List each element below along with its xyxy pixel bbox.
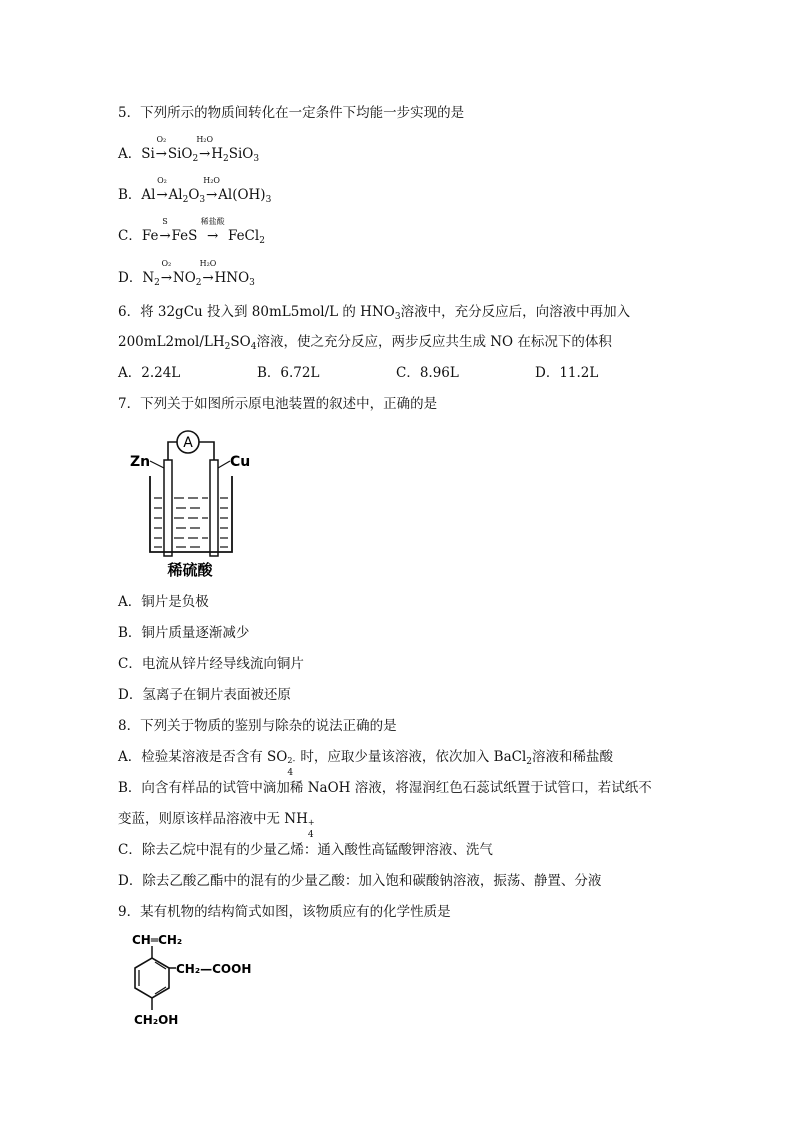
acetic-acid-group-label: CH₂—COOH <box>176 962 252 976</box>
hydroxymethyl-group-label: CH₂OH <box>134 1013 179 1027</box>
q6-option-c: C．8.96L <box>396 365 459 381</box>
zinc-label: Zn <box>130 454 151 470</box>
q7-option-d: D．氢离子在铜片表面被还原 <box>118 687 291 703</box>
ammeter-label: A <box>183 435 193 451</box>
q8-option-b-line-2: 变蓝，则原该样品溶液中无 NH + 4 <box>118 811 315 840</box>
beaker <box>150 476 232 552</box>
structural-formula-diagram <box>118 930 278 1030</box>
q8-option-b-line-1: B．向含有样品的试管中滴加稀 NaOH 溶液，将湿润红色石蕊试纸置于试管口，若试纸不 <box>118 780 652 796</box>
q6-option-b: B．6.72L <box>257 365 320 381</box>
q6-option-d: D．11.2L <box>535 365 599 381</box>
q8-option-a: A．检验某溶液是否含有 SO 2- 4 时，应取少量该溶液，依次加入 BaCl$_2$溶液和稀盐酸 <box>118 749 614 778</box>
q5-option-a: A．Si O₂ →SiO$_2$ H₂O $\to H_2SiO_3$ <box>118 135 260 164</box>
q9-stem: 9．某有机物的结构简式如图，该物质应有的化学性质是 <box>118 904 451 920</box>
reaction-arrow-icon: O₂ → <box>160 259 173 286</box>
q7-option-a: A．铜片是负极 <box>118 594 209 610</box>
q8-option-c: C．除去乙烷中混有的少量乙烯：通入酸性高锰酸钾溶液、洗气 <box>118 842 493 858</box>
solution-caption: 稀硫酸 <box>167 561 213 579</box>
zinc-electrode <box>164 460 172 556</box>
q7-option-c: C．电流从锌片经导线流向铜片 <box>118 656 304 672</box>
q8-stem: 8．下列关于物质的鉴别与除杂的说法正确的是 <box>118 718 397 734</box>
copper-electrode <box>210 460 218 556</box>
q6-line-1: 6．将 32gCu 投入到 80mL5mol/L 的 $HNO_3$溶液中，充分反应后，向溶液中再加入 <box>118 304 631 322</box>
q7-stem: 7．下列关于如图所示原电池装置的叙述中，正确的是 <box>118 396 438 412</box>
reaction-arrow-icon: H₂O → <box>199 259 217 286</box>
q5-option-b: B．Al O₂ $\to Al_2O_3$ H₂O $\to Al(OH)_3$ <box>118 176 272 205</box>
q6-line-2: $200mL2mol/LH_2SO_4$溶液，使之充分反应，两步反应共生成 NO 在标况下的体积 <box>118 334 612 352</box>
q5-stem: 5．下列所示的物质间转化在一定条件下均能一步实现的是 <box>118 105 465 121</box>
q5-option-d: D．$N_2$ O₂ $\to NO_2$ H₂O $\to HNO_3$ <box>118 259 255 288</box>
q6-option-a: A．2.24L <box>118 365 181 381</box>
reaction-arrow-icon: 稀盐酸 → <box>200 217 225 244</box>
galvanic-cell-diagram <box>126 428 256 580</box>
q5-option-c: C．Fe S →FeS 稀盐酸 → FeCl$_2$ <box>118 217 265 246</box>
copper-label: Cu <box>230 454 251 470</box>
vinyl-group-label: CH═CH₂ <box>132 933 183 947</box>
q8-option-d: D．除去乙酸乙酯中的混有的少量乙酸：加入饱和碳酸钠溶液，振荡、静置、分液 <box>118 873 602 889</box>
q7-option-b: B．铜片质量逐渐减少 <box>118 625 250 641</box>
reaction-arrow-icon: H₂O → <box>203 176 220 203</box>
reaction-arrow-icon: O₂ → <box>155 135 167 162</box>
reaction-arrow-icon: O₂ → <box>156 176 168 203</box>
reaction-arrow-icon: H₂O → <box>196 135 214 162</box>
reaction-arrow-icon: S → <box>159 217 171 244</box>
